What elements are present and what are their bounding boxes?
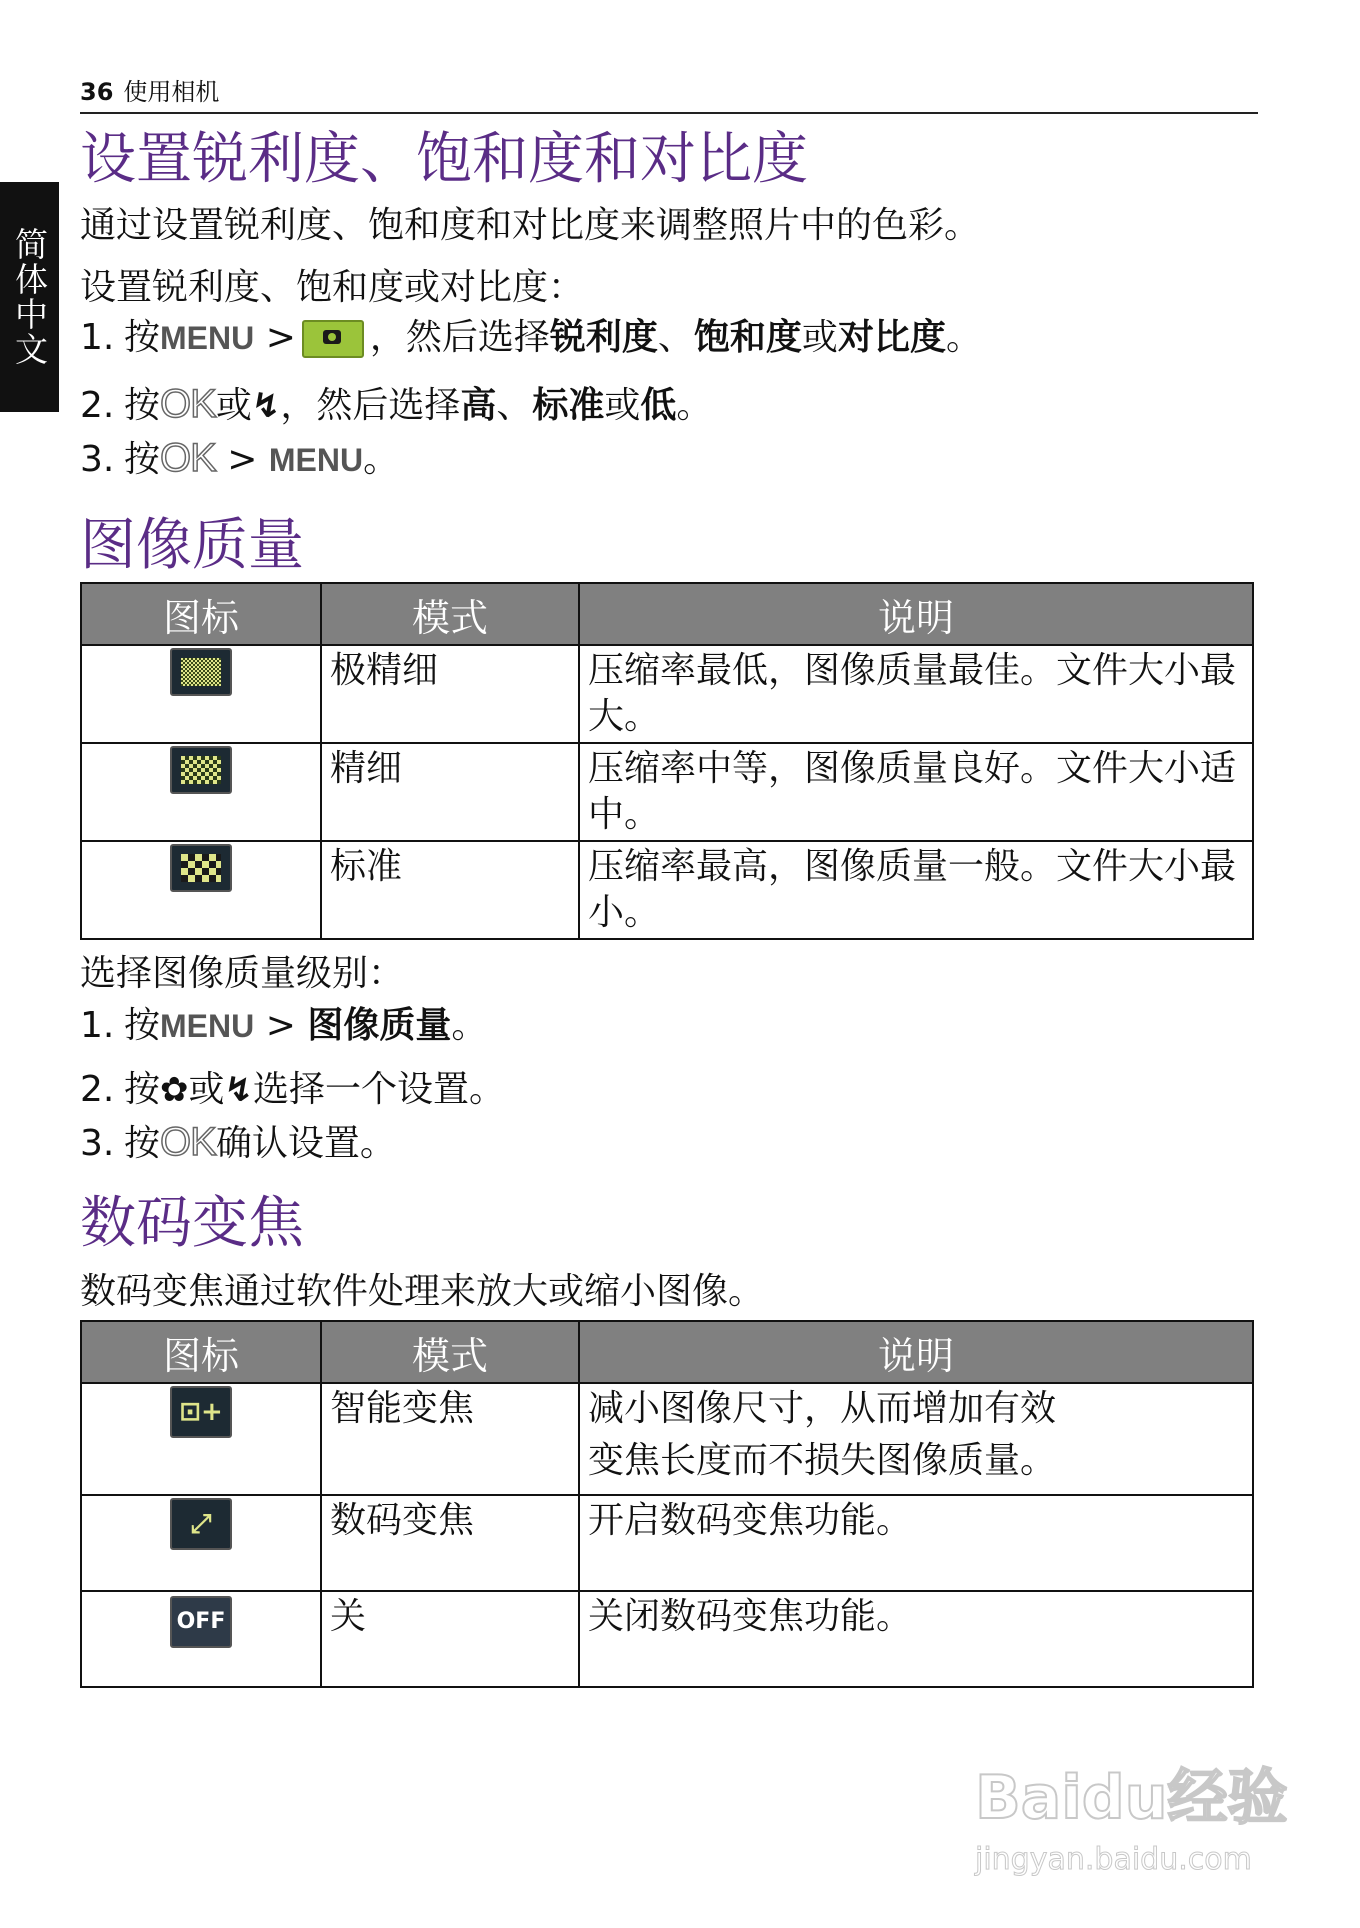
mode-cell: 智能变焦 [321, 1383, 579, 1495]
table-row [81, 743, 1253, 841]
step-number: 3. [80, 1123, 115, 1164]
zoom-off-icon: OFF [170, 1596, 232, 1648]
table-row [81, 645, 1253, 743]
step-3 [80, 436, 399, 482]
arrow-separator: > [265, 1005, 296, 1046]
step-number: 3. [80, 439, 115, 480]
section-title-sharpness: 设置锐利度、饱和度和对比度 [80, 127, 808, 192]
quality-step-2 [80, 1068, 505, 1112]
step-2 [80, 382, 712, 428]
step-number: 1. [80, 1005, 115, 1046]
arrow-separator: > [265, 317, 296, 358]
step-text: 或 [801, 317, 838, 358]
watermark-logo-text: Baidu经验 [975, 1763, 1288, 1833]
subtitle-quality: 选择图像质量级别： [80, 953, 405, 994]
table-row [81, 1591, 1253, 1687]
separator: 、 [657, 317, 694, 358]
header-icon: 图标 [81, 583, 321, 645]
description-cell: 关闭数码变焦功能。 [579, 1591, 1253, 1687]
quality-step-3 [80, 1120, 396, 1166]
section-title-quality: 图像质量 [80, 513, 304, 578]
step-text: 确认设置。 [215, 1123, 396, 1164]
ok-button-label: OK [160, 436, 216, 480]
step-text: 。 [945, 317, 982, 358]
description-cell: 压缩率中等，图像质量良好。文件大小适中。 [579, 743, 1253, 841]
page-header [80, 72, 1258, 114]
menu-button-label: MENU [268, 442, 364, 478]
step-text: ，然后选择 [280, 385, 461, 426]
step-text: 按 [124, 1123, 161, 1164]
zoom-table [80, 1320, 1254, 1688]
smart-zoom-icon: ⊡+ [170, 1386, 232, 1438]
arrow-separator: > [227, 439, 258, 480]
header-mode: 模式 [321, 1321, 579, 1383]
step-text: 选择一个设置。 [253, 1069, 506, 1110]
description-cell: 压缩率最低，图像质量最佳。文件大小最大。 [579, 645, 1253, 743]
ok-button-label: OK [160, 1120, 216, 1164]
header-mode: 模式 [321, 583, 579, 645]
table-row [81, 1495, 1253, 1591]
header-icon: 图标 [81, 1321, 321, 1383]
description-line: 变焦长度而不损失图像质量。 [588, 1440, 1057, 1481]
quality-step-1 [80, 1004, 487, 1048]
fine-quality-icon [170, 746, 232, 794]
header-description: 说明 [579, 583, 1253, 645]
step-text: 或 [604, 385, 641, 426]
step-text: ，然后选择 [369, 317, 550, 358]
quality-table [80, 582, 1254, 940]
table-row [81, 841, 1253, 939]
subtitle-sharpness: 设置锐利度、饱和度或对比度： [80, 267, 585, 308]
step-number: 2. [80, 1069, 115, 1110]
table-header-row [81, 583, 1253, 645]
separator: 、 [496, 385, 533, 426]
option-sharpness: 锐利度 [549, 317, 658, 358]
language-tab: 简体中文 [0, 182, 59, 412]
table-header-row [81, 1321, 1253, 1383]
step-text: 按 [124, 1005, 161, 1046]
section-name: 使用相机 [123, 78, 220, 106]
digital-zoom-icon: ⤢ [170, 1498, 232, 1550]
option-image-quality: 图像质量 [307, 1005, 452, 1046]
table-row [81, 1383, 1253, 1495]
step-number: 1. [80, 317, 115, 358]
description-cell: 开启数码变焦功能。 [579, 1495, 1253, 1591]
step-text: 按 [124, 1069, 161, 1110]
mode-cell: 精细 [321, 743, 579, 841]
page-number: 36 [80, 78, 114, 106]
description-cell: 压缩率最高，图像质量一般。文件大小最小。 [579, 841, 1253, 939]
section-intro-digital-zoom: 数码变焦通过软件处理来放大或缩小图像。 [80, 1271, 765, 1312]
step-text: 或 [188, 1069, 225, 1110]
mode-cell: 标准 [321, 841, 579, 939]
flash-icon: ↯ [251, 386, 281, 426]
step-text: 按 [124, 439, 161, 480]
menu-button-label: MENU [160, 1008, 255, 1044]
baidu-watermark [975, 1750, 1305, 1900]
step-number: 2. [80, 385, 115, 426]
option-saturation: 饱和度 [693, 317, 802, 358]
header-description: 说明 [579, 1321, 1253, 1383]
superfine-quality-icon [170, 648, 232, 696]
option-standard: 标准 [532, 385, 605, 426]
ok-button-label: OK [160, 382, 216, 426]
option-low: 低 [640, 385, 677, 426]
step-1 [80, 316, 982, 360]
option-contrast: 对比度 [837, 317, 946, 358]
standard-quality-icon [170, 844, 232, 892]
option-high: 高 [460, 385, 497, 426]
section-intro-sharpness: 通过设置锐利度、饱和度和对比度来调整照片中的色彩。 [80, 205, 981, 246]
menu-button-label: MENU [160, 320, 255, 356]
description-cell [579, 1383, 1253, 1495]
step-text: 。 [363, 439, 400, 480]
step-text: 。 [676, 385, 713, 426]
step-text: 。 [451, 1005, 488, 1046]
mode-cell: 关 [321, 1591, 579, 1687]
watermark-url: jingyan.baidu.com [975, 1842, 1252, 1877]
description-line: 减小图像尺寸，从而增加有效 [588, 1388, 1057, 1429]
section-title-digital-zoom: 数码变焦 [80, 1191, 304, 1256]
mode-cell: 数码变焦 [321, 1495, 579, 1591]
macro-icon: ✿ [160, 1070, 189, 1110]
step-text: 或 [215, 385, 252, 426]
step-text: 按 [124, 385, 161, 426]
mode-cell: 极精细 [321, 645, 579, 743]
step-text: 按 [124, 317, 161, 358]
camera-icon [302, 320, 364, 358]
flash-icon: ↯ [224, 1070, 254, 1110]
